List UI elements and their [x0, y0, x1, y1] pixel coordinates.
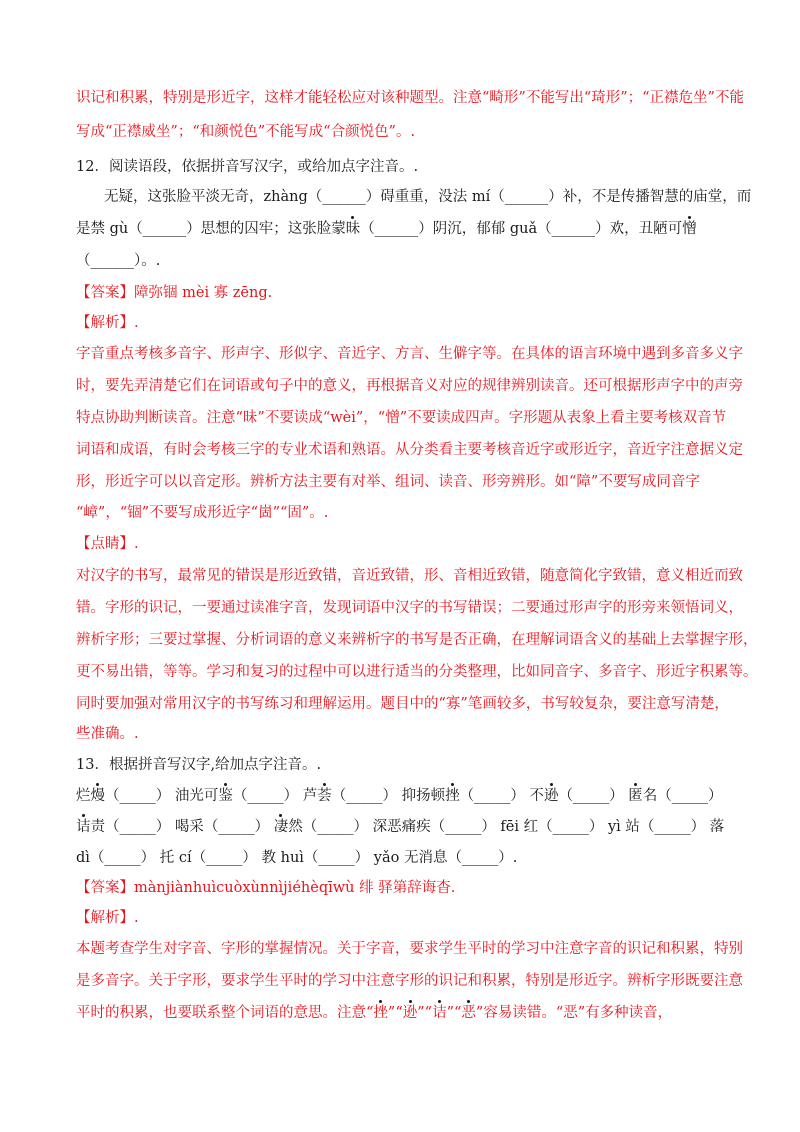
- text-line-14: “嶂”，“锢”不要写成形近字“崮”“固”。.: [76, 505, 329, 521]
- text-line-24: 诘责（_____） 喝采（_____） 凄然（_____） 深恶痛疾（_____） fēi 红（_____） yì 站（_____） 落: [76, 819, 725, 835]
- text-line-13: 形，形近字可以以音定形。辨析方法主要有对举、组词、读音、形旁辨形。如“障”不要写成同音字: [76, 474, 700, 490]
- text-line-25: dì（_____） 托 cí（_____） 教 huì（_____） yǎo 无消息（_____）.: [76, 850, 518, 866]
- text-line-3: 12．阅读语段，依据拼音写汉字，或给加点字注音。.: [76, 159, 419, 175]
- text-line-26: 【答案】mànjiànhuìcuòxùnnìjiéhèqīwù 绯 驿第辞诲杳.: [76, 880, 456, 896]
- text-line-12: 词语和成语，有时会考核三字的专业术语和熟语。从分类看主要考核音近字或形近字，音近字注意据义定: [76, 442, 743, 458]
- text-line-29: 是多音字。关于字形，要求学生平时的学习中注意字形的识记和积累，特别是形近字。辨析字形既要注意: [76, 973, 743, 989]
- text-line-19: 更不易出错，等等。学习和复习的过程中可以进行适当的分类整理，比如同音字、多音字、形近字积累等。: [76, 664, 758, 680]
- text-line-1: 识记和积累，特别是形近字，这样才能轻松应对该种题型。注意“畸形”不能写出“琦形”；“正襟危坐”不能: [76, 90, 744, 106]
- text-line-11: 特点协助判断读音。注意“昧”不要读成“wèi”，“憎”不要读成四声。字形题从表象上看主要考核双音节: [76, 410, 727, 426]
- text-line-22: 13．根据拼音写汉字,给加点字注音。.: [76, 757, 322, 773]
- text-line-7: 【答案】障弥锢 mèi 寡 zēng.: [76, 285, 273, 301]
- text-line-18: 辨析字形；三要过掌握、分析词语的意义来辨析字的书写是否正确，在理解词语含义的基础上去掌握字形，: [76, 632, 758, 648]
- text-line-2: 写成“正襟威坐”；“和颜悦色”不能写成“合颜悦色”。.: [76, 124, 416, 140]
- text-line-10: 时，要先弄清楚它们在词语或句子中的意义，再根据音义对应的规律辨别读音。还可根据形声字中的声旁: [76, 378, 743, 394]
- text-line-30: 平时的积累，也要联系整个词语的意思。注意“挫”“逊”“诘”“恶”容易读错。“恶”有多种读音，: [76, 1005, 673, 1021]
- text-line-21: 些准确。.: [76, 726, 139, 742]
- text-line-9: 字音重点考核多音字、形声字、形似字、音近字、方言、生僻字等。在具体的语言环境中遇到多音多义字: [76, 346, 743, 362]
- text-line-17: 错。字形的识记，一要通过读准字音，发现词语中汉字的书写错误；二要通过形声字的形旁来领悟词义，: [76, 600, 743, 616]
- text-line-28: 本题考查学生对字音、字形的掌握情况。关于字音，要求学生平时的学习中注意字音的识记和积累，特别: [76, 941, 743, 957]
- text-line-8: 【解析】.: [76, 315, 139, 331]
- text-line-23: 烂熳（_____） 油光可鉴（_____） 芦荟（_____） 抑扬顿挫（_____） 不逊（_____） 匿名（_____）: [76, 788, 723, 804]
- text-line-4: 无疑，这张脸平淡无奇，zhàng（______）碍重重，没法 mí（______）补，不是传播智慧的庙堂，而: [104, 189, 752, 205]
- text-line-15: 【点睛】.: [76, 536, 139, 552]
- text-line-5: 是禁 gù（______）思想的囚牢；这张脸蒙昧（______）阴沉，郁郁 guǎ（______）欢，丑陋可憎: [76, 221, 697, 237]
- text-line-6: （______）。.: [76, 253, 161, 269]
- text-line-20: 同时要加强对常用汉字的书写练习和理解运用。题目中的“寡”笔画较多，书写较复杂，要注意写清楚，: [76, 696, 729, 712]
- text-line-16: 对汉字的书写，最常见的错误是形近致错，音近致错，形、音相近致错，随意简化字致错，意义相近而致: [76, 568, 743, 584]
- text-line-27: 【解析】.: [76, 910, 139, 926]
